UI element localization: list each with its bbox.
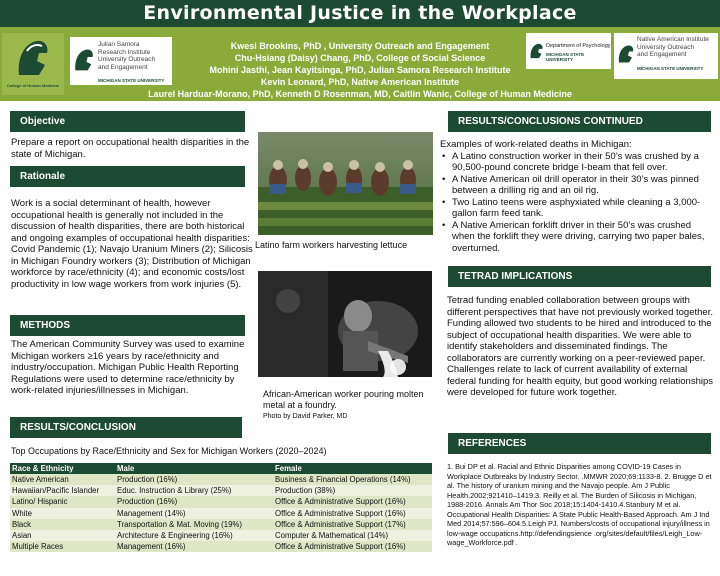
spartan-helmet-icon [529, 41, 544, 61]
table-row: Asian Architecture & Engineering (16%) Computer & Mathematical (14%) [10, 530, 432, 541]
julian-samora-logo [70, 37, 172, 85]
column-header: Race & Ethnicity [10, 463, 115, 474]
lettuce-photo-caption: Latino farm workers harvesting lettuce [255, 240, 408, 250]
occupation-table [10, 463, 432, 552]
table-row: Multiple Races Management (16%) Office & Administrative Support (16%) [10, 541, 432, 552]
tetrad-text: Tetrad funding enabled collaboration between groups with different perspectives that have not previously worked together. Funding allowed two students to be hired and introduced to the subject of occupational health disparities. We were able to identify stakeholders and disseminated findings. The collaborators are currently working on a peer-reviewed paper. Challenges relate to lack of current availability of external federal funding for health equity, but good working relationships were developed for future work together. [447, 295, 713, 398]
table-row: Latino/ Hispanic Production (16%) Office & Administrative Support (16%) [10, 496, 432, 507]
lettuce-harvest-photo [258, 132, 433, 235]
list-item: • A Native American forklift driver in their 50’s was crushed when the forklift they were driving, carrying two paper bales, overturned. [440, 220, 715, 255]
nai-logo-text: Native American Institute University Outreach and Engagement [637, 36, 709, 58]
objective-text: Prepare a report on occupational health disparities in the state of Michigan. [11, 137, 250, 160]
table-row: Native American Production (16%) Business & Financial Operations (14%) [10, 474, 432, 485]
psychology-logo [526, 33, 611, 69]
msu-wordmark: MICHIGAN STATE UNIVERSITY [98, 78, 165, 83]
foundry-worker-photo [258, 271, 432, 377]
results-heading: RESULTS/CONCLUSION [10, 417, 242, 438]
jsri-logo-text: Julian Samora Research Institute University Outreach and Engagement [98, 41, 156, 71]
spartan-helmet-icon [617, 41, 635, 67]
table-row: White Management (14%) Office & Administrative Support (16%) [10, 508, 432, 519]
native-american-institute-logo [614, 33, 718, 79]
occupation-table-title: Top Occupations by Race/Ethnicity and Sex for Michigan Workers (2020–2024) [11, 446, 327, 456]
photo-credit: Photo by David Parker, MD [263, 413, 348, 420]
methods-text: The American Community Survey was used to examine Michigan workers ≥16 years by race/ethnicity and industry/occupation. Michigan Public Health Reporting Regulations were used to determine race/ethnicity by work-related injuries/illnesses in Michigan. [11, 339, 245, 396]
list-item: • A Latino construction worker in their 50’s was crushed by a 90,500-pound concrete bridge I-beam that fell over. [440, 151, 715, 174]
list-item: • Two Latino teens were asphyxiated while cleaning a 3,000-gallon farm feed tank. [440, 197, 715, 220]
spartan-helmet-icon [73, 45, 95, 75]
table-header-row [10, 463, 432, 474]
author-list: Kwesi Brookins, PhD , University Outreach and Engagement Chu-Hsiang (Daisy) Chang, PhD, College of Social Science Mohini Jasthi, Jean Kayitsinga, PhD, Julian Samora Research Institute Kevin Leonard, PhD, Native American Institute [209, 41, 511, 87]
poster-title: Environmental Justice in the Workplace [143, 2, 577, 24]
rationale-heading: Rationale [10, 166, 245, 187]
msu-wordmark: MICHIGAN STATE UNIVERSITY [637, 66, 704, 71]
author-list-last: Laurel Harduar-Morano, PhD, Kenneth D Rosenman, MD, Caitlin Wanic, College of Human Medicine [148, 89, 572, 99]
msu-wordmark: MICHIGAN STATE UNIVERSITY [546, 52, 585, 62]
column-header: Female [273, 463, 432, 474]
rationale-text: Work is a social determinant of health, however occupational health is generally not included in the discussion of health disparities, there are both historical and ongoing examples of occupational health disparities: Covid Pandemic (1); Navajo Uranium Miners (2); Silicosis in Michigan Foundry workers (3); Distribution of Michigan workforce by race/ethnicity (4); and economic costs/lost productivity in low wage workers from work injuries (5). [11, 198, 253, 290]
foundry-photo-caption: African-American worker pouring molten metal at a foundry. Photo by David Parker, MD [263, 389, 433, 422]
objective-heading: Objective [10, 111, 245, 132]
methods-heading: METHODS [10, 315, 245, 336]
results-continued-text: Examples of work-related deaths in Michigan: • A Latino construction worker in their 50’s was crushed by a 90,500-pound concrete bridge I-beam that fell over. • A Native American oil drill operator in their 30’s was pinned between a drilling rig and an oil rig. • Two Latino teens were asphyxiated while cleaning a 3,000-gallon farm feed tank. • A Native American forklift driver in their 50’s was crushed when the forklift they were driving, carrying two paper bales, overturned. [440, 139, 715, 254]
table-row: Black Transportation & Mat. Moving (19%) Office & Administrative Support (17%) [10, 519, 432, 530]
references-text: 1. Bui DP et al. Racial and Ethnic Disparities among COVID-19 Cases in Workplace Outbreaks by Industry Sector. .MMWR 2020;69:1133-8. 2. Brugge D et al. The history of uranium mining and the Navajo people. Am J Public Health.2002;921410–1419.3. Reilly et al. The Burden of Silicosis in Michigan, 1988-2016. Annals Am Thor Soc 2018;15:1404-1410.4.Stanbury M et al. Occupational Health Disparities: A State Public Health-Based Approach. Am J Ind Med 2014;57:596–604.5.Leigh PJ. Numbers/costs of occupational injury/illness in low-wage occupaticns.http://defendingsience .org/sites/default/files/Leigh_Low-wage_Workforce.pdf . [447, 462, 712, 547]
list-item: • A Native American oil drill operator in their 30’s was pinned between a drilling rig and an oil rig. [440, 174, 715, 197]
spartan-helmet-icon [15, 35, 51, 81]
references-heading: REFERENCES [448, 433, 711, 454]
chm-caption: College of Human Medicine [6, 83, 60, 88]
table-row: Hawaiian/Pacific Islander Educ. Instruction & Library (25%) Production (38%) [10, 485, 432, 496]
column-header: Male [115, 463, 273, 474]
death-examples-list [440, 151, 715, 255]
poster-header [0, 0, 720, 101]
results-continued-heading: RESULTS/CONCLUSIONS CONTINUED [448, 111, 711, 132]
college-of-human-medicine-logo [2, 33, 64, 95]
psychology-logo-text: Department of Psychology [546, 43, 611, 49]
tetrad-heading: TETRAD IMPLICATIONS [448, 266, 711, 287]
